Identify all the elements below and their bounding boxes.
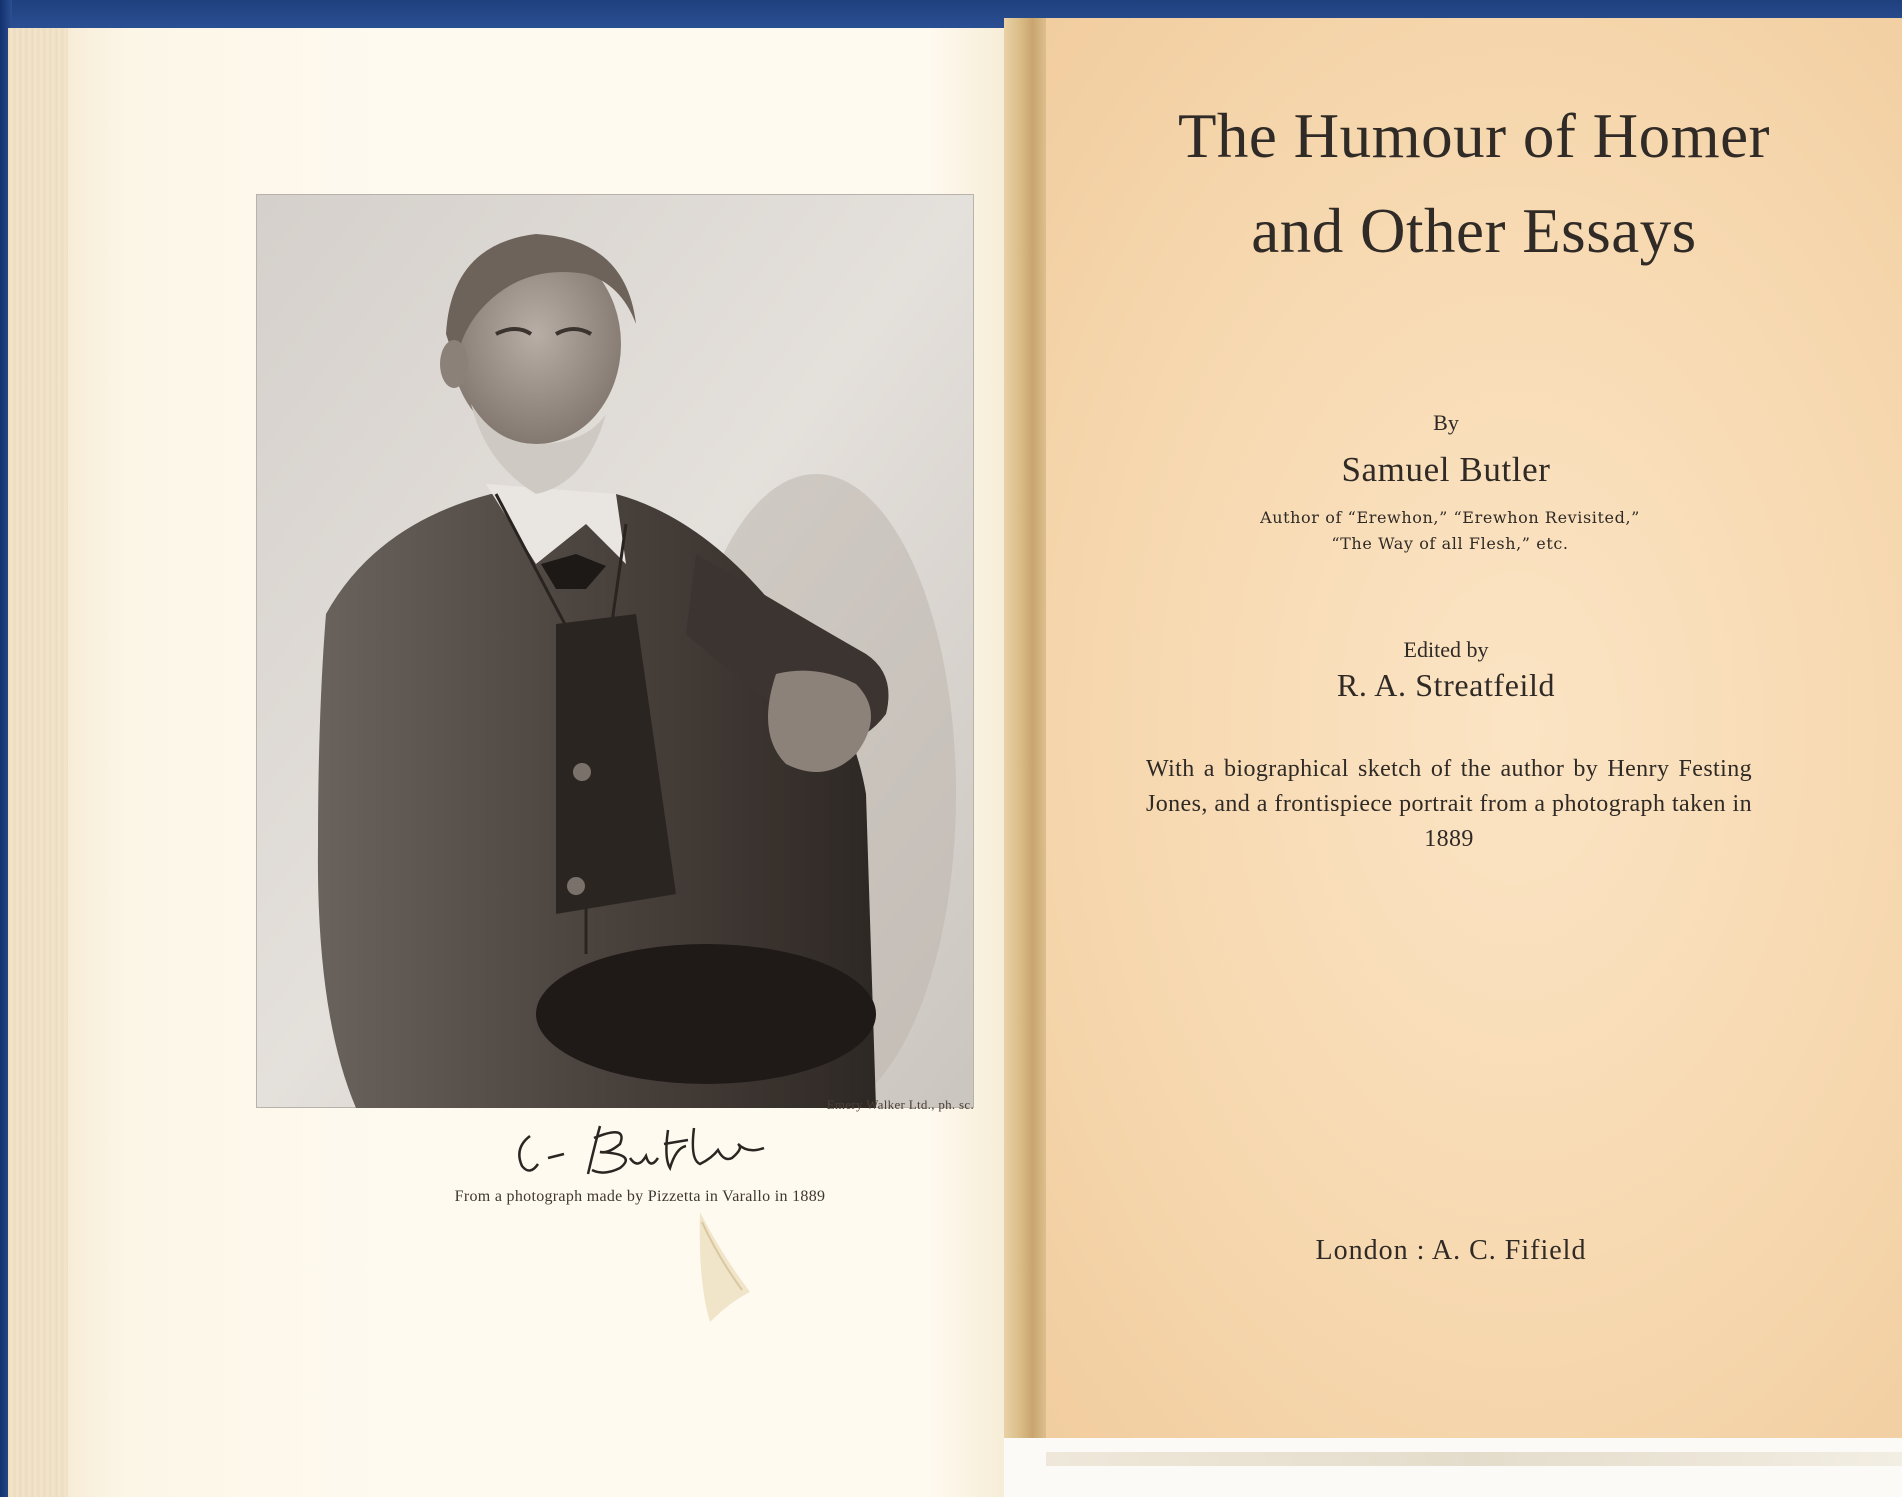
author-works (1180, 505, 1720, 557)
publisher-imprint: London : A. C. Fifield (1315, 1235, 1587, 1266)
book-gutter (1004, 18, 1052, 1438)
biographical-sketch-note: With a biographical sketch of the author by Henry Festing Jones, and a frontispiece portrait from a photograph taken in 1889 (1146, 756, 1752, 852)
title-page-bottom-edge (1046, 1438, 1902, 1497)
author-works-line-1: Author of “Erewhon,” “Erewhon Revisited,” (1260, 508, 1640, 527)
edited-by-label: Edited by (1403, 637, 1489, 662)
gutter-bottom (1004, 1438, 1048, 1497)
portrait-caption: From a photograph made by Pizzetta in Varallo in 1889 (454, 1188, 826, 1205)
page-underlay-stripe (1046, 1452, 1902, 1466)
editor-name: R. A. Streatfeild (1336, 667, 1556, 703)
book-title-line-2: and Other Essays (1251, 196, 1697, 266)
by-label: By (1433, 410, 1459, 435)
engraver-credit: Emery Walker Ltd., ph. sc. (826, 1097, 974, 1112)
author-works-line-2: “The Way of all Flesh,” etc. (1331, 534, 1569, 553)
handwritten-signature (508, 1118, 778, 1184)
book-title-line-1: The Humour of Homer (1177, 101, 1771, 171)
page-stack-edge (8, 28, 68, 1497)
paper-tear-mark (690, 1212, 760, 1322)
author-portrait-photograph (256, 194, 974, 1108)
author-name: Samuel Butler (1341, 450, 1551, 489)
